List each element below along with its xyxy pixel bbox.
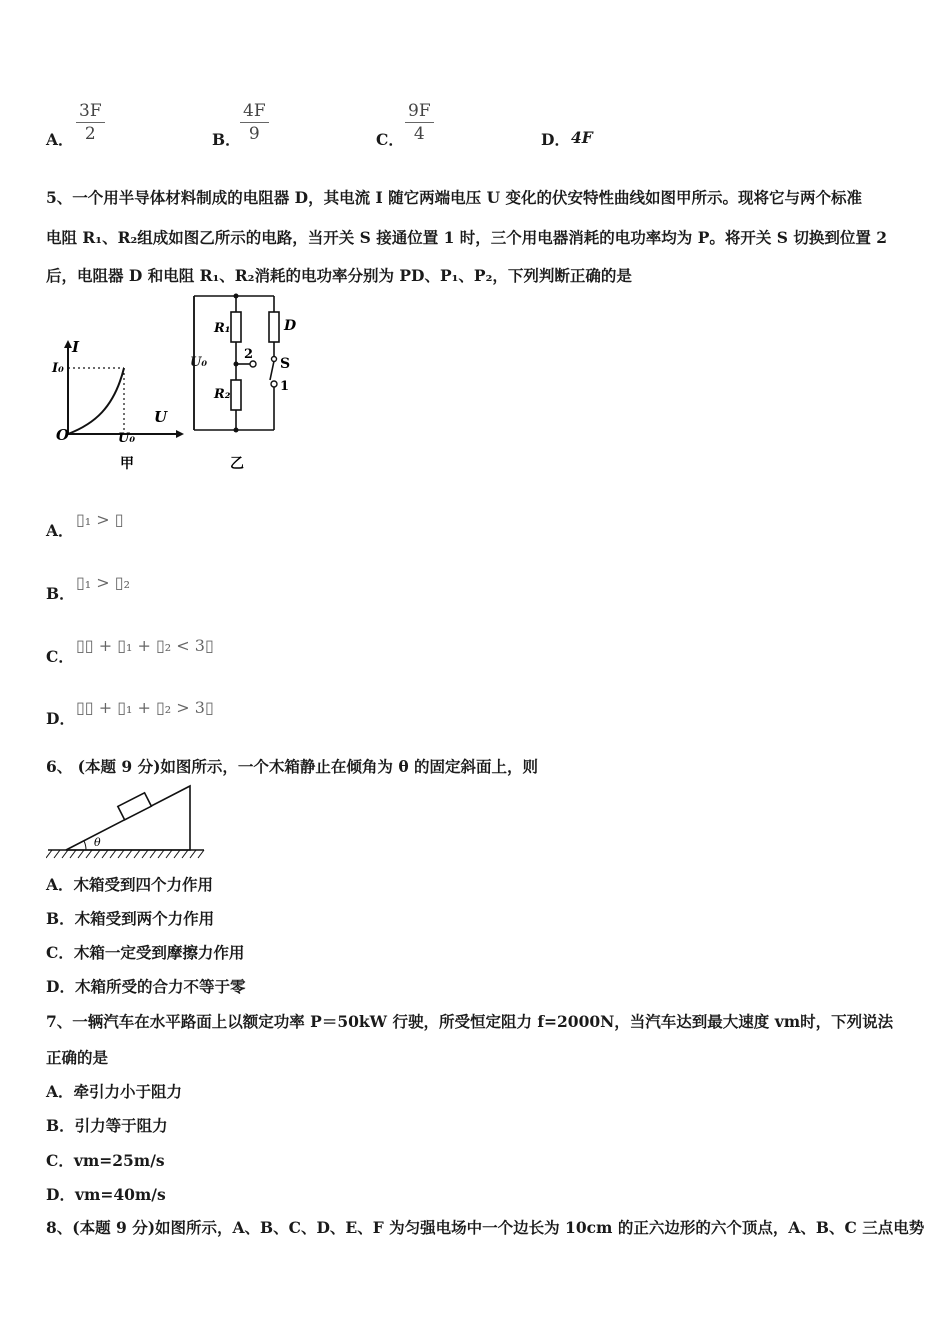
- q5-option-c-letter: C．: [46, 647, 74, 666]
- q5-circuit-switch-pivot: [272, 357, 277, 362]
- q6-option-b: B．木箱受到两个力作用: [46, 909, 215, 928]
- q5-graph-caption: 甲: [120, 456, 134, 472]
- q5-circuit-d-label: D: [284, 318, 297, 334]
- q4-option-a-letter: A．: [46, 130, 74, 149]
- q4-option-b-fraction: [240, 100, 269, 145]
- q7-stem-line-1: 7、一辆汽车在水平路面上以额定功率 P＝50kW 行驶，所受恒定阻力 f=2000N，当汽车达到最大速度 vm时，下列说法: [46, 1012, 894, 1031]
- q5-stem-line-2: 电阻 R₁、R₂组成如图乙所示的电路，当开关 S 接通位置 1 时，三个用电器消耗的电功率均为 P。将开关 S 切换到位置 2: [46, 228, 888, 247]
- q5-stem-line-3: 后，电阻器 D 和电阻 R₁、R₂消耗的电功率分别为 PD、P₁、P₂，下列判断正确的是: [46, 266, 632, 285]
- q8-stem-line-1: 8、(本题 9 分)如图所示，A、B、C、D、E、F 为匀强电场中一个边长为 10cm 的正六边形的六个顶点，A、B、C 三点电势: [46, 1218, 925, 1237]
- q5-circuit-r1: [231, 312, 241, 342]
- q6-box: [118, 793, 152, 820]
- q6-stem: 6、 (本题 9 分)如图所示，一个木箱静止在倾角为 θ 的固定斜面上，则: [46, 757, 539, 776]
- q5-graph-x-arrow: [176, 430, 184, 438]
- q5-option-b-expr: ▯₁ > ▯₂: [76, 573, 131, 592]
- q5-option-d-letter: D．: [46, 709, 75, 728]
- q5-circuit-pos1-label: 1: [280, 379, 290, 394]
- q6-angle-arc: [84, 841, 86, 850]
- q5-option-d-expr: ▯▯ + ▯₁ + ▯₂ > 3▯: [76, 698, 214, 717]
- q4-option-c-denominator: 4: [413, 124, 425, 144]
- q4-option-d-text: 4F: [571, 128, 593, 147]
- q5-circuit-node: [234, 428, 239, 433]
- q5-circuit-node: [234, 294, 239, 299]
- q6-theta-label: θ: [94, 836, 101, 849]
- q7-option-a: A．牵引力小于阻力: [46, 1082, 183, 1101]
- q5-option-a-letter: A．: [46, 521, 74, 540]
- q4-option-c-fraction: [405, 100, 434, 145]
- q5-circuit-switch-blade: [270, 361, 274, 380]
- q5-graph-origin: O: [56, 426, 70, 444]
- q4-option-c-numerator: 9F: [405, 100, 434, 123]
- q5-stem-line-1: 5、一个用半导体材料制成的电阻器 D，其电流 I 随它两端电压 U 变化的伏安特性曲线如图甲所示。现将它与两个标准: [46, 188, 862, 207]
- q5-circuit-u0-label: U₀: [190, 355, 208, 370]
- q5-iv-graph: [44, 296, 184, 478]
- q5-option-c-expr: ▯▯ + ▯₁ + ▯₂ < 3▯: [76, 636, 214, 655]
- q5-graph-y-label: I: [72, 338, 80, 356]
- q5-circuit-d: [269, 312, 279, 342]
- q4-option-a-fraction: [76, 100, 105, 145]
- q5-option-b-letter: B．: [46, 584, 75, 603]
- q4-option-a-denominator: 2: [84, 124, 96, 144]
- q4-option-b-numerator: 4F: [240, 100, 269, 123]
- q5-circuit-r2: [231, 380, 241, 410]
- q5-circuit-terminal-1: [271, 381, 277, 387]
- q5-circuit-r1-label: R₁: [214, 321, 231, 336]
- q4-option-c-letter: C．: [376, 130, 404, 149]
- q4-option-b-letter: B．: [212, 130, 241, 149]
- q5-option-a-expr: ▯₁ > ▯: [76, 510, 124, 529]
- q7-option-d: D．vm=40m/s: [46, 1185, 166, 1204]
- q7-option-b: B．引力等于阻力: [46, 1116, 168, 1135]
- q5-circuit-r2-label: R₂: [214, 387, 231, 402]
- q7-stem-line-2: 正确的是: [46, 1048, 109, 1067]
- q5-graph-i0-label: I₀: [52, 361, 64, 376]
- q5-circuit-s-label: S: [280, 356, 291, 372]
- q6-option-a: A．木箱受到四个力作用: [46, 875, 214, 894]
- q5-graph-x-label: U: [154, 408, 168, 426]
- q5-graph-curve: [68, 368, 124, 434]
- q4-option-b-denominator: 9: [248, 124, 260, 144]
- q6-ground-hatch: [46, 850, 204, 858]
- q6-option-d: D．木箱所受的合力不等于零: [46, 977, 246, 996]
- q7-option-c: C．vm=25m/s: [46, 1151, 165, 1170]
- q4-option-d-letter: D．: [541, 130, 570, 149]
- q5-graph-y-arrow: [64, 340, 72, 348]
- q4-option-a-numerator: 3F: [76, 100, 105, 123]
- q5-circuit: [184, 288, 314, 478]
- q6-incline-figure: [46, 782, 208, 862]
- q5-circuit-pos2-label: 2: [244, 347, 254, 362]
- q5-circuit-caption: 乙: [230, 456, 244, 472]
- q6-option-c: C．木箱一定受到摩擦力作用: [46, 943, 245, 962]
- q5-graph-u0-label: U₀: [118, 431, 136, 446]
